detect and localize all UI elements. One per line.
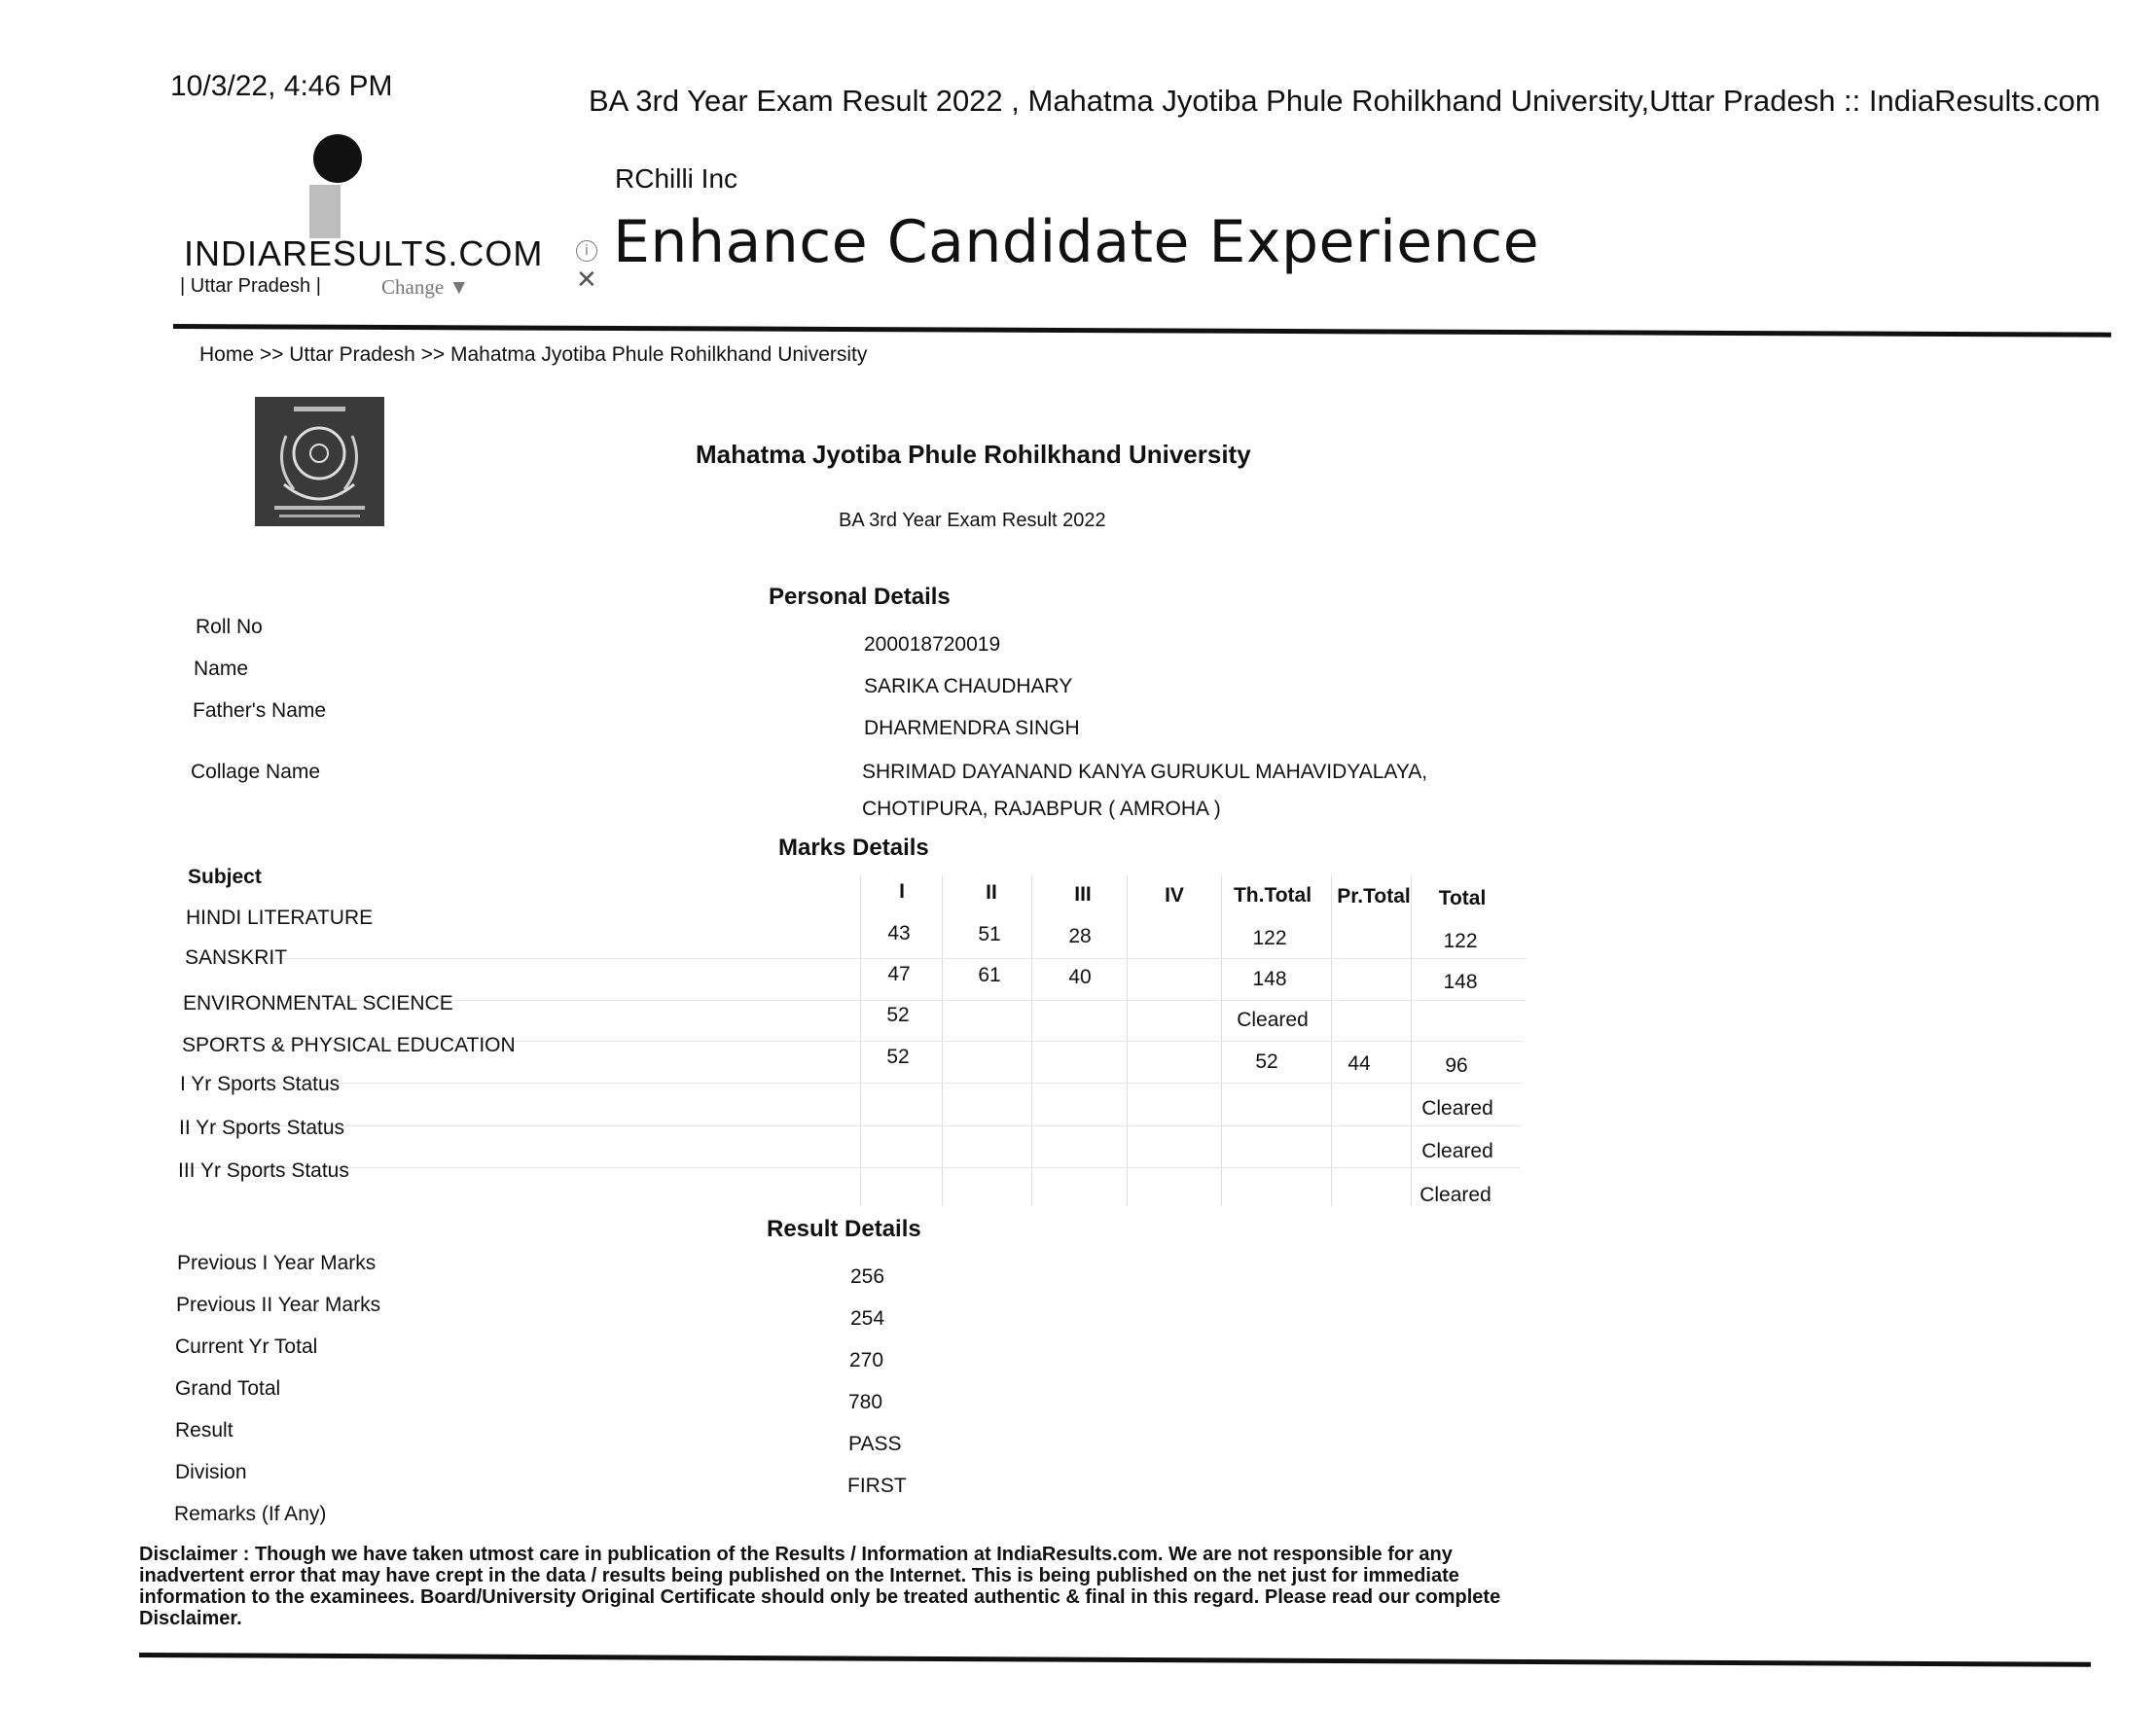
current-year-total-label: Current Yr Total [175,1335,318,1358]
result-details-heading: Result Details [767,1216,921,1242]
grand-total-value: 780 [848,1391,883,1413]
mark-cell: 51 [978,923,1001,945]
marks-details-heading: Marks Details [778,835,929,861]
mark-cell: 28 [1068,925,1092,947]
subject-header: Subject [188,866,262,888]
mark-cell: 61 [978,964,1001,986]
father-name-label: Father's Name [193,699,327,722]
divider [173,324,2111,338]
roll-no-value: 200018720019 [864,633,1001,656]
result-value: PASS [848,1433,902,1455]
prev-year1-label: Previous I Year Marks [177,1252,377,1274]
total-cell: 122 [1443,930,1478,952]
row-divider [180,1083,1523,1084]
ad-company[interactable]: RChilli Inc [615,163,738,194]
ad-headline[interactable]: Enhance Candidate Experience [613,208,1540,276]
state-label: | Uttar Pradesh | [180,275,321,297]
mark-cell: 47 [887,963,911,985]
total-cell: Cleared [1419,1184,1491,1206]
col-header-I: I [899,880,905,903]
logo-figure-icon [309,185,341,238]
breadcrumb-separator: >> [254,343,290,366]
th-total-cell: 122 [1252,927,1287,949]
breadcrumb-university[interactable]: Mahatma Jyotiba Phule Rohilkhand University [450,343,868,366]
result-label: Result [175,1419,234,1442]
disclaimer: Disclaimer : Though we have taken utmost care in publication of the Results / Information at IndiaResults.com. We are not responsible for any inadvertent error that may have crept in the data / results being published on the Internet. This is being published on the net just for immediate information to the examinees. Board/University Original Certificate should only be treated authentic & final in this regard. Please read our complete Disclaimer. [139,1544,1501,1629]
roll-no-label: Roll No [196,616,263,638]
division-label: Division [175,1461,247,1483]
subject-name: II Yr Sports Status [179,1117,345,1139]
exam-name: BA 3rd Year Exam Result 2022 [839,510,1106,531]
pr-total-cell: 44 [1348,1052,1371,1075]
row-divider [185,958,1527,959]
college-name-line2: CHOTIPURA, RAJABPUR ( AMROHA ) [862,798,1221,820]
subject-name: SPORTS & PHYSICAL EDUCATION [182,1034,516,1056]
subject-name: ENVIRONMENTAL SCIENCE [183,992,453,1015]
col-header-III: III [1074,883,1092,906]
name-label: Name [194,658,249,680]
college-name-label: Collage Name [191,761,321,783]
change-state-link[interactable]: Change ▼ [381,275,470,299]
row-divider [178,1167,1521,1168]
col-header-II: II [986,881,997,904]
college-name-line1: SHRIMAD DAYANAND KANYA GURUKUL MAHAVIDYALAYA, [862,761,1428,783]
prev-year2-value: 254 [850,1307,885,1330]
mark-cell: 52 [886,1046,910,1068]
divider [139,1653,2091,1667]
print-timestamp: 10/3/22, 4:46 PM [170,70,393,102]
division-value: FIRST [847,1475,907,1497]
row-divider [179,1125,1522,1126]
subject-name: SANSKRIT [185,946,288,969]
total-cell: Cleared [1421,1097,1493,1120]
close-icon[interactable]: ✕ [576,266,597,295]
subject-name: III Yr Sports Status [178,1159,349,1182]
university-emblem-icon [255,397,384,526]
current-year-total-value: 270 [849,1349,884,1371]
prev-year2-label: Previous II Year Marks [176,1294,381,1316]
print-page-title: BA 3rd Year Exam Result 2022 , Mahatma Jyotiba Phule Rohilkhand University,Uttar Pradesh :: IndiaResults.com [589,84,2101,118]
prev-year1-value: 256 [850,1265,885,1288]
remarks-label: Remarks (If Any) [174,1503,327,1525]
breadcrumb-state[interactable]: Uttar Pradesh [289,343,415,366]
mark-cell: 52 [886,1004,910,1026]
total-cell: Cleared [1421,1140,1493,1162]
site-logo[interactable] [180,131,544,302]
total-cell: 148 [1443,971,1478,993]
personal-details-heading: Personal Details [769,584,951,610]
th-total-cell: 148 [1252,968,1287,990]
th-total-cell: Cleared [1237,1009,1309,1031]
col-header-total: Total [1438,887,1487,909]
mark-cell: 43 [887,922,911,944]
name-value: SARIKA CHAUDHARY [864,675,1073,697]
col-header-pr-total: Pr.Total [1337,885,1411,908]
mark-cell: 40 [1068,966,1092,988]
breadcrumb-home[interactable]: Home [199,343,255,366]
subject-name: I Yr Sports Status [180,1073,341,1095]
th-total-cell: 52 [1255,1050,1278,1073]
total-cell: 96 [1445,1054,1468,1077]
col-header-th-total: Th.Total [1233,884,1312,907]
logo-circle-icon [313,134,362,183]
logo-text: INDIARESULTS.COM [184,233,544,273]
col-header-IV: IV [1165,884,1184,907]
breadcrumb-separator: >> [414,343,450,366]
subject-name: HINDI LITERATURE [186,907,374,929]
info-icon[interactable]: i [576,240,597,262]
breadcrumb [199,343,867,367]
grand-total-label: Grand Total [175,1377,281,1400]
father-name-value: DHARMENDRA SINGH [864,717,1080,739]
university-name: Mahatma Jyotiba Phule Rohilkhand University [696,440,1251,469]
